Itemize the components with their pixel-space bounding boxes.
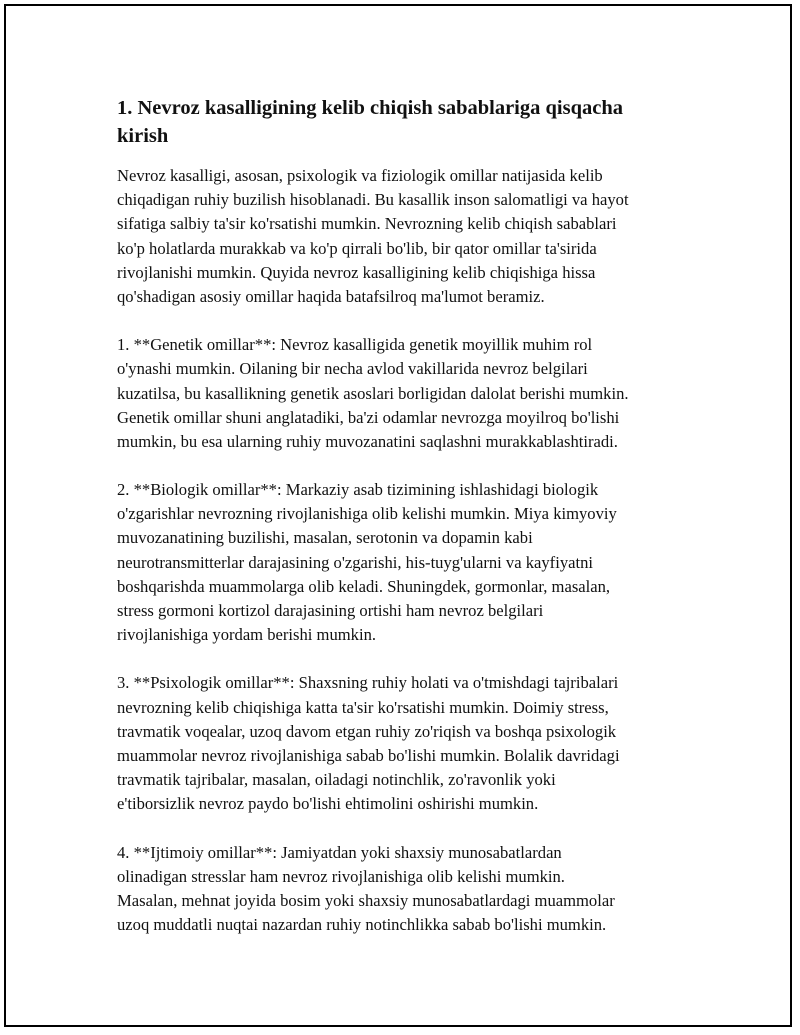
text-line: nevrozning kelib chiqishiga katta ta'sir ko'rsatishi mumkin. Doimiy stress, xyxy=(117,697,609,717)
text-line: uzoq muddatli nuqtai nazardan ruhiy notinchlikka sabab bo'lishi mumkin. xyxy=(117,915,607,935)
text-line: neurotransmitterlar darajasining o'zgarishi, his-tuyg'ularni va kayfiyatni xyxy=(117,552,593,572)
text-line: chiqadigan ruhiy buzilish hisoblanadi. Bu kasallik inson salomatligi va hayot xyxy=(117,190,629,210)
genetic-factors-paragraph xyxy=(117,333,697,454)
social-factors-paragraph xyxy=(117,841,697,938)
text-line: ko'p holatlarda murakkab va ko'p qirrali bo'lib, bir qator omillar ta'sirida xyxy=(117,238,597,258)
heading-line: kirish xyxy=(117,125,169,147)
text-line: travmatik tajribalar, masalan, oiladagi notinchlik, zo'ravonlik yoki xyxy=(117,770,556,790)
text-line: travmatik voqealar, uzoq davom etgan ruhiy zo'riqish va boshqa psixologik xyxy=(117,721,617,741)
text-line: muvozanatining buzilishi, masalan, serotonin va dopamin kabi xyxy=(117,528,533,548)
text-line: qo'shadigan asosiy omillar haqida batafsilroq ma'lumot beramiz. xyxy=(117,286,545,306)
text-line: o'ynashi mumkin. Oilaning bir necha avlod vakillarida nevroz belgilari xyxy=(117,359,588,379)
text-line: 3. **Psixologik omillar**: Shaxsning ruhiy holati va o'tmishdagi tajribalari xyxy=(117,673,619,693)
text-line: Nevroz kasalligi, asosan, psixologik va fiziologik omillar natijasida kelib xyxy=(117,166,603,185)
document-body xyxy=(117,94,697,961)
text-line: kuzatilsa, bu kasallikning genetik asoslari borligidan dalolat berishi mumkin. xyxy=(117,383,629,403)
text-line: sifatiga salbiy ta'sir ko'rsatishi mumkin. Nevrozning kelib chiqish sabablari xyxy=(117,214,617,234)
heading-line: 1. Nevroz kasalligining kelib chiqish sabablariga qisqacha xyxy=(117,97,623,119)
psychological-factors-paragraph xyxy=(117,671,697,816)
text-line: rivojlanishiga yordam berishi mumkin. xyxy=(117,625,377,645)
text-line: rivojlanishi mumkin. Quyida nevroz kasalligining kelib chiqishiga hissa xyxy=(117,262,596,282)
text-line: e'tiborsizlik nevroz paydo bo'lishi ehtimolini oshirishi mumkin. xyxy=(117,794,539,814)
section-heading xyxy=(117,94,697,150)
text-line: 2. **Biologik omillar**: Markaziy asab tizimining ishlashidagi biologik xyxy=(117,480,599,500)
text-line: olinadigan stresslar ham nevroz rivojlanishiga olib kelishi mumkin. xyxy=(117,866,565,886)
text-line: stress gormoni kortizol darajasining ortishi ham nevroz belgilari xyxy=(117,601,544,620)
text-line: mumkin, bu esa ularning ruhiy muvozanatini saqlashni murakkablashtiradi. xyxy=(117,431,618,451)
text-line: Genetik omillar shuni anglatadiki, ba'zi odamlar nevrozga moyilroq bo'lishi xyxy=(117,407,620,427)
text-line: 1. **Genetik omillar**: Nevroz kasalligida genetik moyillik muhim rol xyxy=(117,335,593,355)
biological-factors-paragraph xyxy=(117,478,697,647)
text-line: Masalan, mehnat joyida bosim yoki shaxsiy munosabatlardagi muammolar xyxy=(117,890,615,910)
text-line: muammolar nevroz rivojlanishiga sabab bo'lishi mumkin. Bolalik davridagi xyxy=(117,745,620,765)
text-line: o'zgarishlar nevrozning rivojlanishiga olib kelishi mumkin. Miya kimyoviy xyxy=(117,504,617,524)
text-line: boshqarishda muammolarga olib keladi. Shuningdek, gormonlar, masalan, xyxy=(117,576,611,596)
intro-paragraph xyxy=(117,164,697,309)
text-line: 4. **Ijtimoiy omillar**: Jamiyatdan yoki shaxsiy munosabatlardan xyxy=(117,842,562,862)
